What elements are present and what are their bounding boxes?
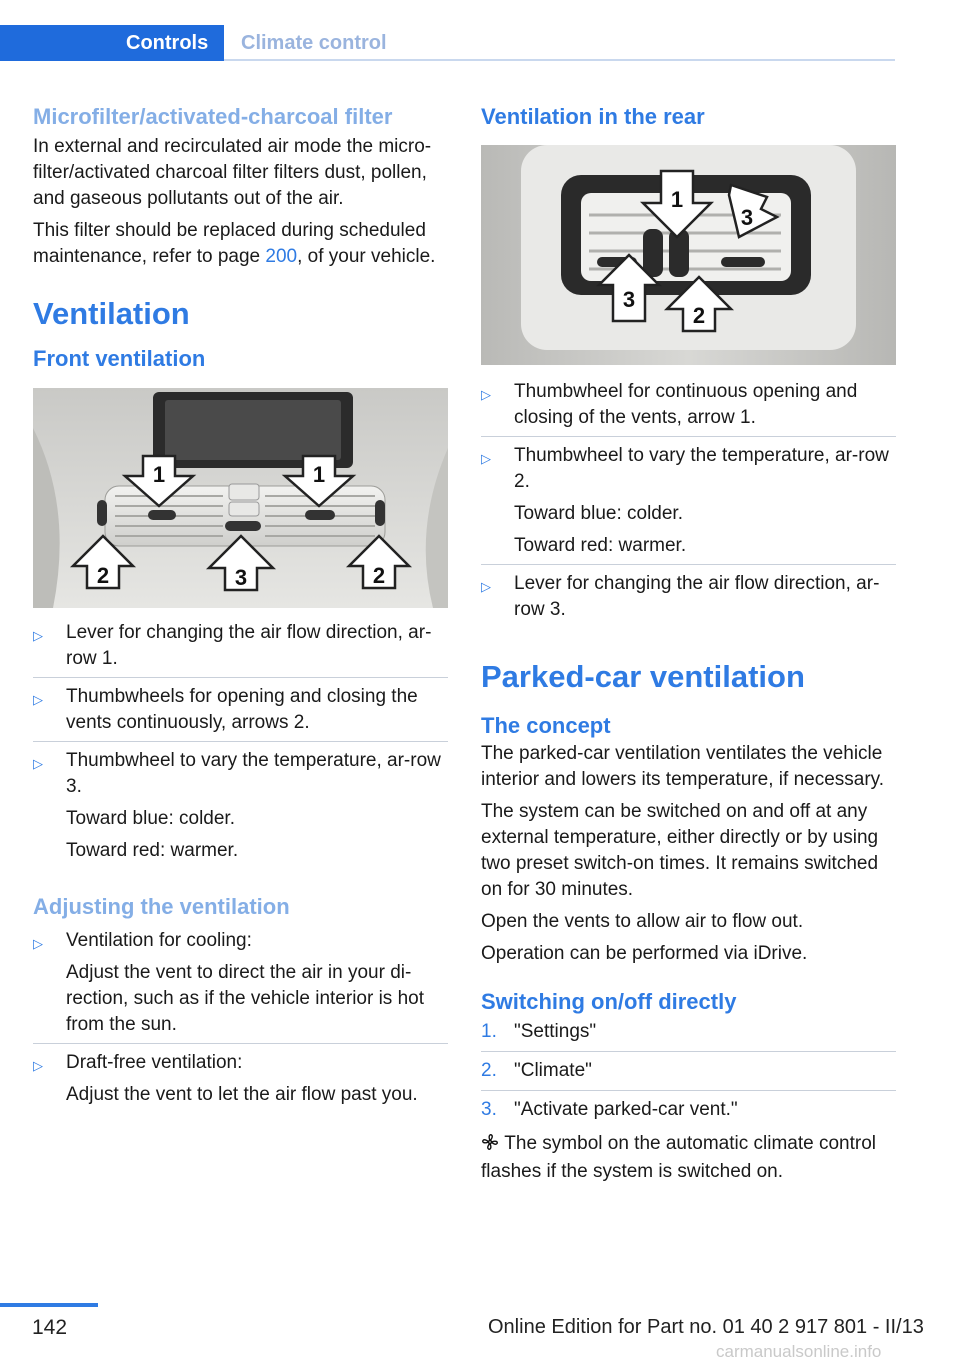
- step-number: 3.: [481, 1099, 497, 1120]
- step-item: [481, 1019, 896, 1051]
- microfilter-text-end: , of your vehicle.: [297, 246, 436, 267]
- list-item-text: Lever for changing the air flow direction, ar-row 1.: [66, 622, 432, 669]
- symbol-note-text: The symbol on the automatic climate control flashes if the system is switched on.: [481, 1133, 877, 1182]
- list-item-text: Thumbwheel to vary the temperature, ar-row 2.: [514, 445, 889, 492]
- rear-console-illustration: [481, 145, 896, 365]
- front-arrow-label: 2: [372, 563, 386, 588]
- adjusting-ventilation-heading: Adjusting the ventilation: [33, 894, 290, 919]
- page-header: [0, 25, 895, 61]
- list-item-text: Draft-free ventilation:: [66, 1052, 243, 1073]
- page-number: 142: [32, 1316, 68, 1339]
- list-item-text: Ventilation for cooling:: [66, 930, 252, 951]
- list-item-text: Thumbwheel to vary the temperature, ar-row 3.: [66, 750, 441, 797]
- step-text: "Activate parked-car vent.": [514, 1099, 738, 1120]
- front-ventilation-list: [33, 616, 448, 864]
- list-item-text: Lever for changing the air flow direction, ar-row 3.: [514, 573, 880, 620]
- switching-steps: [481, 1019, 896, 1123]
- parked-car-ventilation-heading: Parked-car ventilation: [481, 659, 805, 694]
- rear-ventilation-heading: Ventilation in the rear: [481, 104, 705, 129]
- rear-ventilation-image: [481, 145, 896, 365]
- footer-accent-line: [0, 1303, 98, 1307]
- step-text: "Settings": [514, 1021, 597, 1042]
- triangle-bullet-icon: ▷: [33, 692, 43, 707]
- concept-heading: The concept: [481, 713, 611, 738]
- edition-note: Online Edition for Part no. 01 40 2 917 801 - II/13: [488, 1316, 924, 1338]
- rear-arrow-label: 1: [670, 187, 684, 212]
- rear-ventilation-list: [481, 375, 896, 623]
- right-column: [481, 100, 896, 1185]
- rear-arrow-label: 2: [692, 303, 706, 328]
- switching-heading: Switching on/off directly: [481, 989, 737, 1014]
- tab-controls[interactable]: Controls: [0, 25, 224, 61]
- list-item: [33, 1043, 448, 1108]
- list-item-text: Thumbwheels for opening and closing the vents continuously, arrows 2.: [66, 686, 418, 733]
- list-item: [481, 436, 896, 564]
- triangle-bullet-icon: ▷: [33, 1058, 43, 1073]
- microfilter-paragraph-1: In external and recirculated air mode the micro-filter/activated charcoal filter filters dust, pollen, and gaseous pollutants out of the air.: [33, 136, 432, 209]
- concept-paragraph-1: The parked-car ventilation ventilates the vehicle interior and lowers its temperature, if necessary.: [481, 743, 885, 790]
- concept-paragraph-3: Open the vents to allow air to flow out.: [481, 911, 804, 932]
- concept-paragraph-2: The system can be switched on and off at any external temperature, either directly or by using two preset switch-on times. It remains switched on for 30 minutes.: [481, 801, 879, 900]
- list-item: [33, 616, 448, 677]
- triangle-bullet-icon: ▷: [33, 936, 43, 951]
- triangle-bullet-icon: ▷: [481, 387, 491, 402]
- front-arrow-label: 1: [152, 462, 166, 487]
- list-item-note: Toward red: warmer.: [66, 840, 239, 861]
- triangle-bullet-icon: ▷: [33, 756, 43, 771]
- list-item-text: Thumbwheel for continuous opening and closing of the vents, arrow 1.: [514, 381, 858, 428]
- front-dashboard-illustration: [33, 388, 448, 608]
- ventilation-heading: Ventilation: [33, 296, 190, 331]
- list-item-note: Toward blue: colder.: [514, 503, 683, 524]
- list-item: [481, 564, 896, 623]
- left-column: [33, 100, 448, 1108]
- front-arrow-label: 3: [234, 565, 248, 590]
- list-item-note: Adjust the vent to direct the air in your di-rection, such as if the vehicle interior is hot from the sun.: [66, 962, 425, 1035]
- page-link[interactable]: 200: [265, 246, 298, 267]
- triangle-bullet-icon: ▷: [481, 579, 491, 594]
- list-item: [481, 375, 896, 436]
- list-item: [33, 924, 448, 1043]
- concept-paragraph-4: Operation can be performed via iDrive.: [481, 943, 808, 964]
- fan-icon: [481, 1133, 499, 1159]
- step-text: "Climate": [514, 1060, 592, 1081]
- front-ventilation-image: [33, 388, 448, 608]
- list-item-note: Toward blue: colder.: [66, 808, 235, 829]
- list-item-note: Adjust the vent to let the air flow past you.: [66, 1084, 418, 1105]
- microfilter-heading: Microfilter/activated-charcoal filter: [33, 104, 393, 129]
- list-item: [33, 677, 448, 741]
- microfilter-paragraph-2: [33, 218, 448, 270]
- rear-arrow-label: 3: [740, 205, 754, 230]
- triangle-bullet-icon: ▷: [481, 451, 491, 466]
- step-number: 1.: [481, 1021, 497, 1042]
- triangle-bullet-icon: ▷: [33, 628, 43, 643]
- front-arrow-label: 1: [312, 462, 326, 487]
- tab-climate-control[interactable]: Climate control: [224, 25, 895, 61]
- step-number: 2.: [481, 1060, 497, 1081]
- step-item: [481, 1090, 896, 1123]
- adjusting-ventilation-list: [33, 924, 448, 1108]
- step-item: [481, 1051, 896, 1090]
- front-ventilation-heading: Front ventilation: [33, 346, 206, 371]
- rear-arrow-label: 3: [622, 287, 636, 312]
- symbol-note: [481, 1131, 896, 1185]
- watermark: carmanualsonline.info: [716, 1342, 882, 1361]
- microfilter-text: This filter should be replaced during scheduled maintenance, refer to page: [33, 220, 426, 267]
- list-item-note: Toward red: warmer.: [514, 535, 687, 556]
- list-item: [33, 741, 448, 864]
- front-arrow-label: 2: [96, 563, 110, 588]
